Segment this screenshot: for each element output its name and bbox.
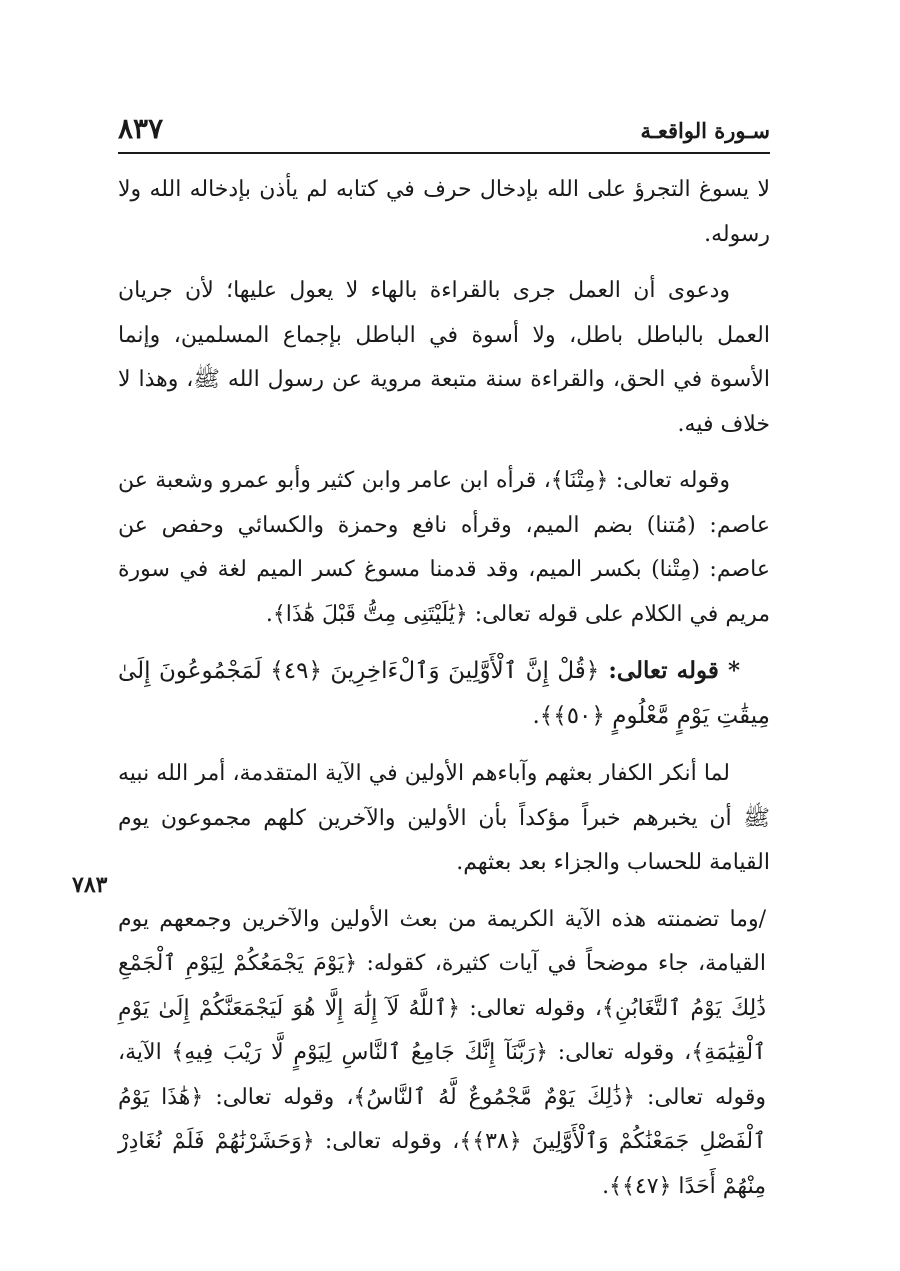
verse-heading-text: ﴿قُلْ إِنَّ ٱلْأَوَّلِينَ وَٱلْءَاخِرِينَ ﴿٤٩﴾ لَمَجْمُوعُونَ إِلَىٰ مِيقَٰتِ يَوْمٍ مَّعْلُومٍ ﴿٥٠﴾﴾. <box>118 658 770 729</box>
page-header <box>118 112 770 154</box>
paragraph-4: لما أنكر الكفار بعثهم وآباءهم الأولين في الآية المتقدمة، أمر الله نبيه ﷺ أن يخبرهم خبراً مؤكداً بأن الأولين والآخرين كلهم مجموعون يوم القيامة للحساب والجزاء بعد بعثهم. <box>118 761 770 875</box>
surah-title: سـورة الواقعـة <box>640 118 770 143</box>
paragraph-2: ودعوى أن العمل جرى بالقراءة بالهاء لا يعول عليها؛ لأن جريان العمل بالباطل باطل، ولا أسوة في الباطل بإجماع المسلمين، وإنما الأسوة في الحق، والقراءة سنة متبعة مروية عن رسول الله ﷺ، وهذا لا خلاف فيه. <box>118 278 770 437</box>
page-number: ٨٣٧ <box>118 112 164 145</box>
paragraph-3: وقوله تعالى: ﴿مِتْنَا﴾، قرأه ابن عامر وابن كثير وأبو عمرو وشعبة عن عاصم: (مُتنا) بضم الميم، وقرأه نافع وحمزة والكسائي وحفص عن عاصم: (مِتْنا) بكسر الميم، وقد قدمنا مسوغ كسر الميم لغة في سورة مريم في الكلام على قوله تعالى: ﴿يَٰلَيْتَنِى مِتُّ قَبْلَ هَٰذَا﴾. <box>118 468 770 627</box>
margin-page-reference: ٧٨٣ <box>72 872 108 898</box>
verse-heading <box>118 649 770 738</box>
verse-heading-label: * قوله تعالى: <box>608 657 741 684</box>
page-body <box>118 168 770 1221</box>
paragraph-1: لا يسوغ التجرؤ على الله بإدخال حرف في كتابه لم يأذن بإدخاله الله ولا رسوله. <box>118 177 770 247</box>
paragraph-5: /وما تضمنته هذه الآية الكريمة من بعث الأولين والآخرين وجمعهم يوم القيامة، جاء موضحاً في آيات كثيرة، كقوله: ﴿يَوْمَ يَجْمَعُكُمْ لِيَوْمِ ٱلْجَمْعِ ذَٰلِكَ يَوْمُ ٱلتَّغَابُنِ﴾، وقوله تعالى: ﴿ٱللَّهُ لَآ إِلَٰهَ إِلَّا هُوَ لَيَجْمَعَنَّكُمْ إِلَىٰ يَوْمِ ٱلْقِيَٰمَةِ﴾، وقوله تعالى: ﴿رَبَّنَآ إِنَّكَ جَامِعُ ٱلنَّاسِ لِيَوْمٍ لَّا رَيْبَ فِيهِ﴾ الآية، وقوله تعالى: ﴿ذَٰلِكَ يَوْمٌ مَّجْمُوعٌ لَّهُ ٱلنَّاسُ﴾، وقوله تعالى: ﴿هَٰذَا يَوْمُ ٱلْفَصْلِ جَمَعْنَٰكُمْ وَٱلْأَوَّلِينَ ﴿٣٨﴾﴾، وقوله تعالى: ﴿وَحَشَرْنَٰهُمْ فَلَمْ نُغَادِرْ مِنْهُمْ أَحَدًا ﴿٤٧﴾﴾. <box>118 906 766 1199</box>
